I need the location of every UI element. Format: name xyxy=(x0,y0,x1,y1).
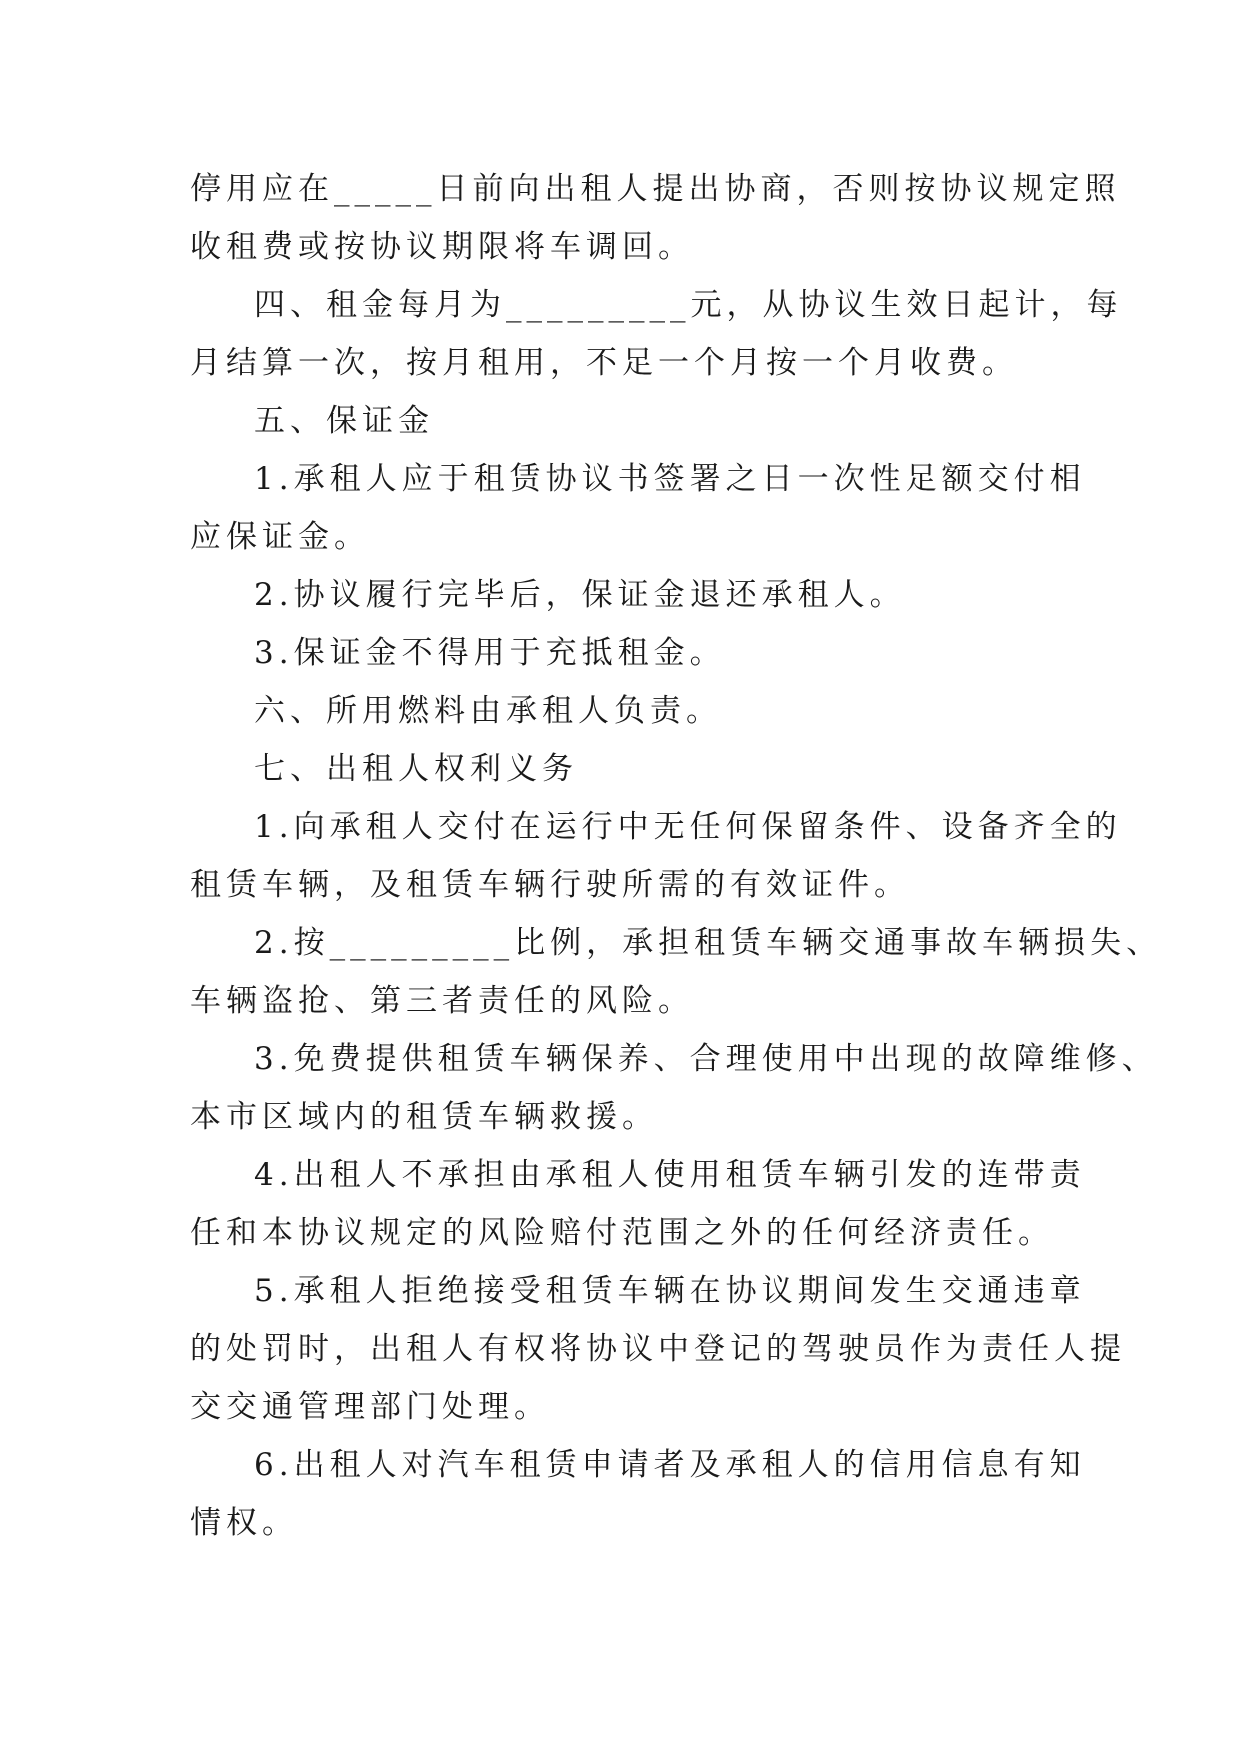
text-line: 收租费或按协议期限将车调回。 xyxy=(190,229,694,265)
text-line: 1.向承租人交付在运行中无任何保留条件、设备齐全的 xyxy=(254,809,1122,845)
text-line: 应保证金。 xyxy=(190,519,370,555)
text-line: 七、出租人权利义务 xyxy=(254,751,578,787)
text-line: 5.承租人拒绝接受租赁车辆在协议期间发生交通违章 xyxy=(254,1273,1086,1309)
text-line: 1.承租人应于租赁协议书签署之日一次性足额交付相 xyxy=(254,461,1086,497)
text-line: 2.协议履行完毕后，保证金退还承租人。 xyxy=(254,577,906,613)
text-line: 四、租金每月为_________元，从协议生效日起计，每 xyxy=(254,287,1123,323)
paragraph-p10 xyxy=(190,1030,1158,1146)
text-line: 3.免费提供租赁车辆保养、合理使用中出现的故障维修、 xyxy=(254,1041,1158,1077)
text-line: 6.出租人对汽车租赁申请者及承租人的信用信息有知 xyxy=(254,1447,1086,1483)
text-line: 情权。 xyxy=(190,1505,298,1541)
paragraph-p13 xyxy=(190,1436,1086,1552)
paragraph-p1 xyxy=(190,276,1123,392)
paragraph-p0 xyxy=(190,160,1121,276)
text-line: 任和本协议规定的风险赔付范围之外的任何经济责任。 xyxy=(190,1215,1054,1251)
paragraph-p11 xyxy=(190,1146,1086,1262)
document-body xyxy=(190,160,1163,1552)
paragraph-p9 xyxy=(190,914,1163,1030)
text-line: 五、保证金 xyxy=(254,403,434,439)
paragraph-p4 xyxy=(190,566,1060,624)
paragraph-p5 xyxy=(190,624,1060,682)
paragraph-p3 xyxy=(190,450,1086,566)
text-line: 停用应在_____日前向出租人提出协商，否则按协议规定照 xyxy=(190,171,1121,207)
text-line: 租赁车辆，及租赁车辆行驶所需的有效证件。 xyxy=(190,867,910,903)
text-line: 月结算一次，按月租用，不足一个月按一个月收费。 xyxy=(190,345,1018,381)
paragraph-p8 xyxy=(190,798,1122,914)
paragraph-p12 xyxy=(190,1262,1126,1436)
text-line: 的处罚时，出租人有权将协议中登记的驾驶员作为责任人提 xyxy=(190,1331,1126,1367)
text-line: 交交通管理部门处理。 xyxy=(190,1389,550,1425)
text-line: 六、所用燃料由承租人负责。 xyxy=(254,693,722,729)
paragraph-p7 xyxy=(190,740,1060,798)
text-line: 4.出租人不承担由承租人使用租赁车辆引发的连带责 xyxy=(254,1157,1086,1193)
paragraph-p6 xyxy=(190,682,1060,740)
text-line: 3.保证金不得用于充抵租金。 xyxy=(254,635,726,671)
text-line: 车辆盗抢、第三者责任的风险。 xyxy=(190,983,694,1019)
paragraph-p2 xyxy=(190,392,1060,450)
text-line: 本市区域内的租赁车辆救援。 xyxy=(190,1099,658,1135)
text-line: 2.按_________比例，承担租赁车辆交通事故车辆损失、 xyxy=(254,925,1163,961)
